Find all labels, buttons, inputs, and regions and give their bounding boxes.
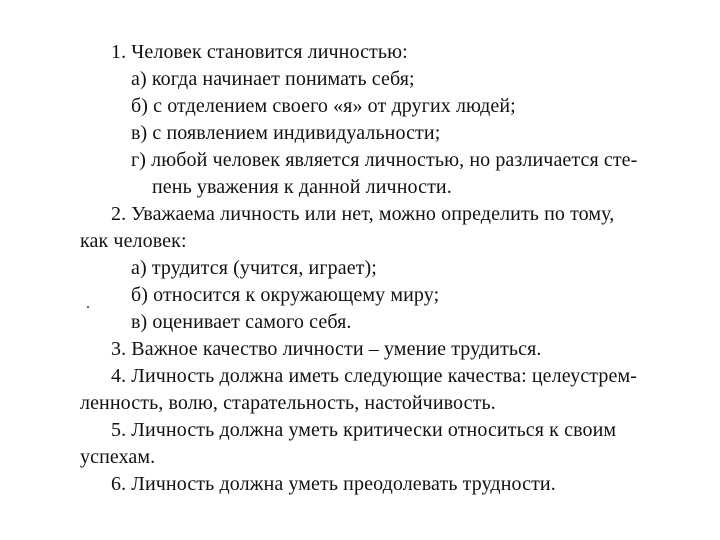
q5-line1: 5. Личность должна уметь критически относиться к своим	[111, 419, 617, 441]
stray-dot	[87, 306, 89, 308]
q1-option-a: а) когда начинает понимать себя;	[131, 68, 415, 90]
q1-option-g-line1: г) любой человек является личностью, но различается сте-	[131, 149, 638, 171]
q6-statement: 6. Личность должна уметь преодолевать трудности.	[111, 473, 556, 495]
q1-option-b: б) с отделением своего «я» от других людей;	[131, 95, 516, 117]
q1-question: 1. Человек становится личностью:	[111, 41, 408, 63]
q4-line1: 4. Личность должна иметь следующие качества: целеустрем-	[111, 365, 637, 387]
q2-option-v: в) оценивает самого себя.	[131, 311, 352, 333]
q1-option-g-line2: пень уважения к данной личности.	[152, 176, 452, 198]
q2-question-line1: 2. Уважаема личность или нет, можно определить по тому,	[111, 203, 615, 225]
q1-option-v: в) с появлением индивидуальности;	[131, 122, 441, 144]
q3-statement: 3. Важное качество личности – умение трудиться.	[111, 338, 542, 360]
q2-question-line2: как человек:	[80, 230, 187, 252]
q2-option-a: а) трудится (учится, играет);	[131, 257, 377, 279]
q5-line2: успехам.	[80, 446, 156, 468]
q4-line2: ленность, волю, старательность, настойчивость.	[80, 392, 496, 414]
q2-option-b: б) относится к окружающему миру;	[131, 284, 440, 306]
